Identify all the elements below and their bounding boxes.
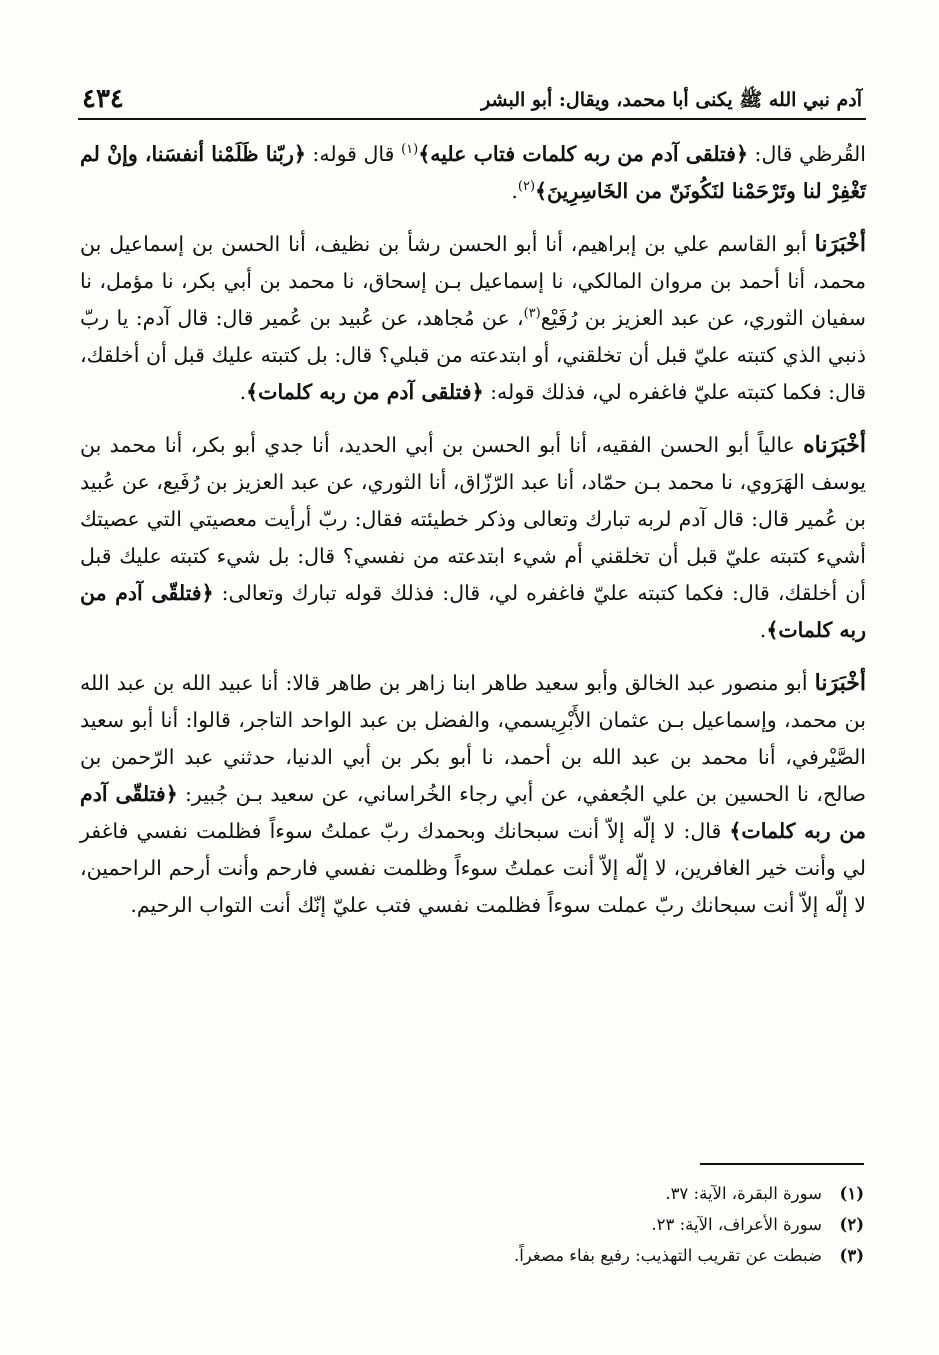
text-segment: .	[511, 179, 518, 203]
text-segment: .	[759, 618, 767, 642]
paragraph	[80, 136, 866, 210]
quran-quote: ﴿ربّنا ظَلَمْنا أنفسَنا، وإنْ لم تَغْفِرْ لنا وتَرْحَمْنا لنَكُونَنّ من الخَاسِرِينَ﴾	[80, 142, 866, 203]
quran-quote: ﴿فتلقّى آدم من ربه كلمات﴾	[80, 581, 866, 642]
text-segment: أبو منصور عبد الخالق وأبو سعيد طاهر ابنا زاهر بن طاهر قالا: أنا عبيد الله بن عبد الله بن محمد، وإسماعيل بـن عثمان الأَبْرِيسمي، والفضل بن عبد الواحد التاجر، قالوا: أنا أبو سعيد الصَّيْرفي، أنا محمد بن عبد الله بن أحمد، نا أبو بكر بن أبي الدنيا، حدثني عبد الرّحمن بن صالح، نا الحسين بن علي الجُعفي، عن أبي رجاء الخُراساني، عن سعيد بـن جُبير:	[80, 671, 866, 806]
page-header	[82, 80, 862, 114]
footnote-text: سورة الأعراف، الآية: ٢٣.	[651, 1215, 822, 1234]
footnote-number: (٣)	[839, 1246, 864, 1265]
footnote-reference: (٣)	[523, 306, 541, 322]
text-segment: .	[239, 380, 247, 404]
quran-quote: ﴿فتلقى آدم من ربه كلمات فتاب عليه﴾	[418, 142, 748, 166]
main-text	[80, 136, 866, 924]
paragraph	[80, 427, 866, 649]
quran-quote: ﴿فتلقى آدم من ربه كلمات﴾	[246, 380, 484, 404]
footnote-reference: (١)	[401, 142, 419, 158]
text-segment: قال قوله:	[305, 142, 402, 166]
header-rule	[78, 118, 866, 120]
text-segment: عالياً أبو الحسن الفقيه، أنا أبو الحسن بن أبي الحديد، أنا جدي أبو بكر، أنا محمد بن يوسف الهَرَوي، نا محمد بـن حمّاد، أنا عبد الرّزّاق، أنا الثوري، عن عبد العزيز بن رُفَيع، عن عُبيد بن عُمير قال: قال آدم لربه تبارك وتعالى وذكر خطيئته فقال: ربّ أرأيت معصيتي التي عصيتك أشيء كتبته عليّ قبل أن تخلقني أم شيء ابتدعته من نفسي؟ قال: بل شيء كتبته عليك قبل أن أخلقك، قال: فكما كتبته عليّ فاغفره لي، قال: فذلك قوله تبارك وتعالى:	[80, 433, 866, 605]
paragraph-lead-word: أخْبَرَناه	[803, 432, 866, 458]
footnote-text: ضبطت عن تقريب التهذيب: رفيع بفاء مصغراً.	[513, 1246, 822, 1265]
footnote-number: (١)	[839, 1184, 864, 1203]
footnote-rule	[700, 1163, 864, 1165]
footnote-reference: (٢)	[517, 179, 536, 195]
footnote-text: سورة البقرة، الآية: ٣٧.	[665, 1184, 822, 1203]
footnote	[80, 1209, 864, 1240]
footnote	[80, 1240, 864, 1271]
footnote-number: (٢)	[839, 1215, 864, 1234]
page-number: ٤٣٤	[82, 84, 124, 114]
running-title: آدم نبي الله ﷺ يكنى أبا محمد، ويقال: أبو البشر	[481, 89, 862, 111]
footnote	[80, 1178, 864, 1209]
paragraph	[80, 665, 866, 924]
paragraph	[80, 226, 866, 411]
text-segment: قال: لا إلّه إلاّ أنت سبحانك وبحمدك ربّ عملتُ سوءاً فظلمت نفسي فاغفر لي وأنت خير الغافرين، لا إلّه إلاّ أنت عملتُ سوءاً وظلمت نفسي فارحم وأنت أرحم الراحمين، لا إلّه إلاّ أنت سبحانك ربّ عملت سوءاً فظلمت نفسي فتب عليّ إنّك أنت التواب الرحيم.	[80, 819, 866, 917]
paragraph-lead-word: أخْبَرَنا	[814, 231, 866, 257]
quran-quote: ﴿فتلقّى آدم من ربه كلمات﴾	[80, 782, 866, 843]
footnotes	[80, 1178, 864, 1271]
text-segment: أبو القاسم علي بن إبراهيم، أنا أبو الحسن رشأ بن نظيف، أنا الحسن بن إسماعيل بن محمد، أنا أحمد بن مروان المالكي، نا إسماعيل بـن إسحاق، نا محمد بن أبي بكر، نا مؤمل، نا سفيان الثوري، عن عبد العزيز بن رُفَيْع	[80, 232, 866, 330]
paragraph-lead-word: أخْبَرَنا	[814, 670, 866, 696]
text-segment: القُرظي قال:	[747, 142, 866, 166]
text-segment: ، عن مُجاهد، عن عُبيد بن عُمير قال: قال آدم: يا ربّ ذنبي الذي كتبته عليّ قبل أن تخلقني، أو ابتدعته من قبلي؟ قال: بل كتبته عليك قبل أن أخلقك، قال: فكما كتبته عليّ فاغفره لي، فذلك قوله:	[80, 306, 866, 404]
